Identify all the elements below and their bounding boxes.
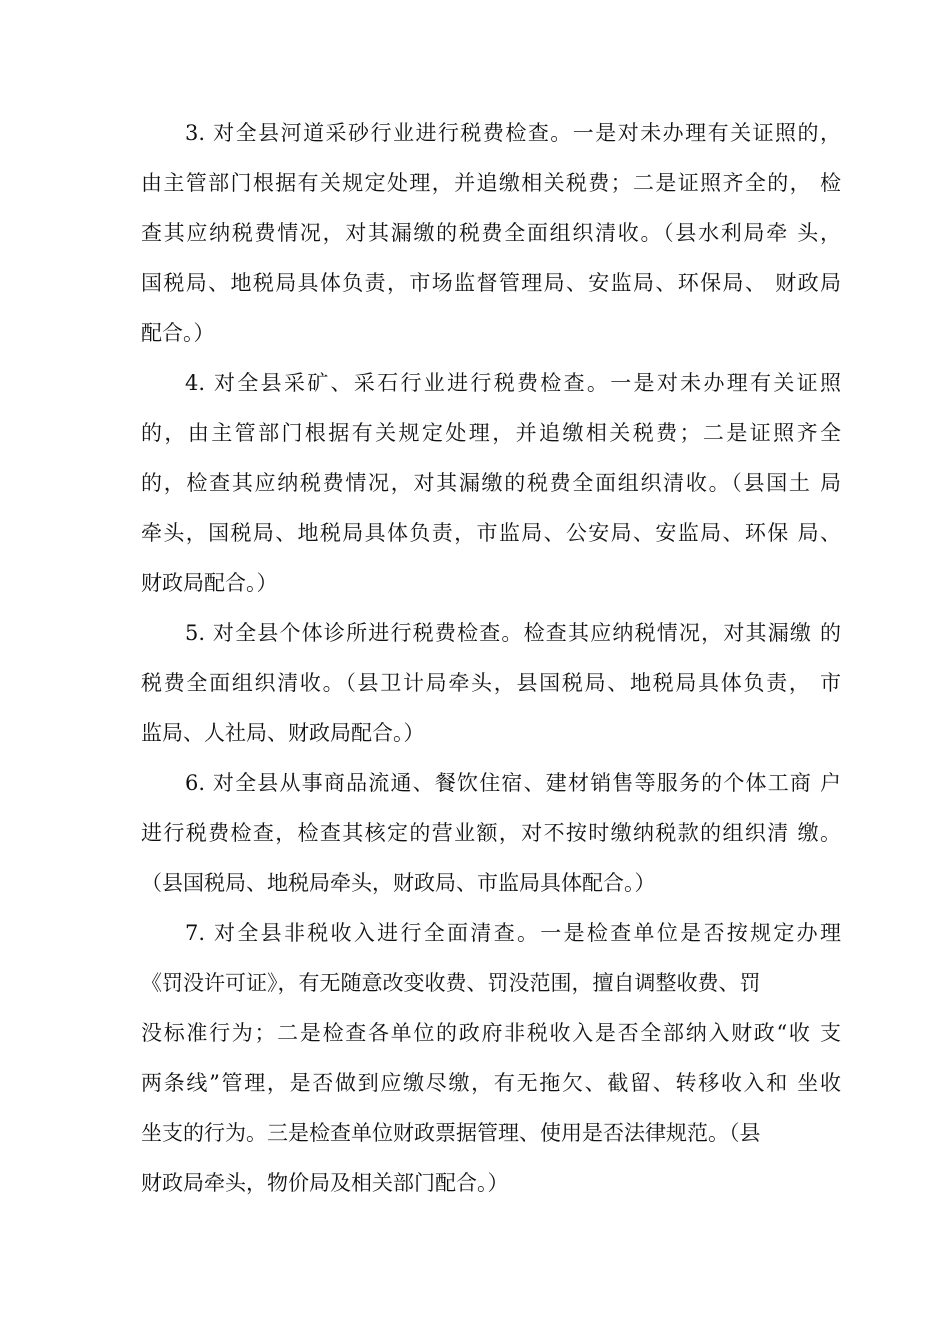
text-line: 的，由主管部门根据有关规定处理，并追缴相关税费；二是证照齐全 bbox=[141, 421, 841, 445]
text-line: 由主管部门根据有关规定处理，并追缴相关税费；二是证照齐全的， 检 bbox=[141, 171, 841, 195]
text-line: 4. 对全县采矿、采石行业进行税费检查。一是对未办理有关证照 bbox=[185, 371, 841, 395]
text-line: 进行税费检查，检查其核定的营业额，对不按时缴纳税款的组织清 缴。 bbox=[141, 821, 841, 845]
text-line: 《罚没许可证》，有无随意改变收费、罚没范围，擅自调整收费、罚 bbox=[141, 971, 761, 995]
text-line: 两条线”管理，是否做到应缴尽缴，有无拖欠、截留、转移收入和 坐收 bbox=[141, 1071, 841, 1095]
text-line: 财政局牵头，物价局及相关部门配合。） bbox=[141, 1171, 509, 1195]
text-line: 的，检查其应纳税费情况，对其漏缴的税费全面组织清收。（县国土 局 bbox=[141, 471, 841, 495]
paragraph-item-7 bbox=[141, 908, 841, 1208]
text-line: 没标准行为；二是检查各单位的政府非税收入是否全部纳入财政“收 支 bbox=[141, 1021, 841, 1045]
paragraph-item-5 bbox=[141, 608, 841, 758]
text-line: 配合。） bbox=[141, 321, 215, 345]
text-line: （县国税局、地税局牵头，财政局、市监局具体配合。） bbox=[141, 871, 656, 895]
text-line: 牵头，国税局、地税局具体负责，市监局、公安局、安监局、环保 局、 bbox=[141, 521, 841, 545]
text-line: 3. 对全县河道采砂行业进行税费检查。一是对未办理有关证照的， bbox=[185, 121, 841, 145]
paragraph-item-4 bbox=[141, 358, 841, 608]
text-line: 监局、人社局、财政局配合。） bbox=[141, 721, 425, 745]
paragraph-item-3 bbox=[141, 108, 841, 358]
paragraph-item-6 bbox=[141, 758, 841, 908]
text-line: 6. 对全县从事商品流通、餐饮住宿、建材销售等服务的个体工商 户 bbox=[185, 771, 841, 795]
text-line: 5. 对全县个体诊所进行税费检查。检查其应纳税情况，对其漏缴 的 bbox=[185, 621, 841, 645]
text-line: 国税局、地税局具体负责，市场监督管理局、安监局、环保局、 财政局 bbox=[141, 271, 841, 295]
text-line: 7. 对全县非税收入进行全面清查。一是检查单位是否按规定办理 bbox=[185, 921, 841, 945]
text-line: 财政局配合。） bbox=[141, 571, 278, 595]
text-line: 查其应纳税费情况，对其漏缴的税费全面组织清收。（县水利局牵 头， bbox=[141, 221, 841, 245]
text-line: 税费全面组织清收。（县卫计局牵头，县国税局、地税局具体负责， 市 bbox=[141, 671, 841, 695]
text-line: 坐支的行为。三是检查单位财政票据管理、使用是否法律规范。（县 bbox=[141, 1121, 761, 1145]
